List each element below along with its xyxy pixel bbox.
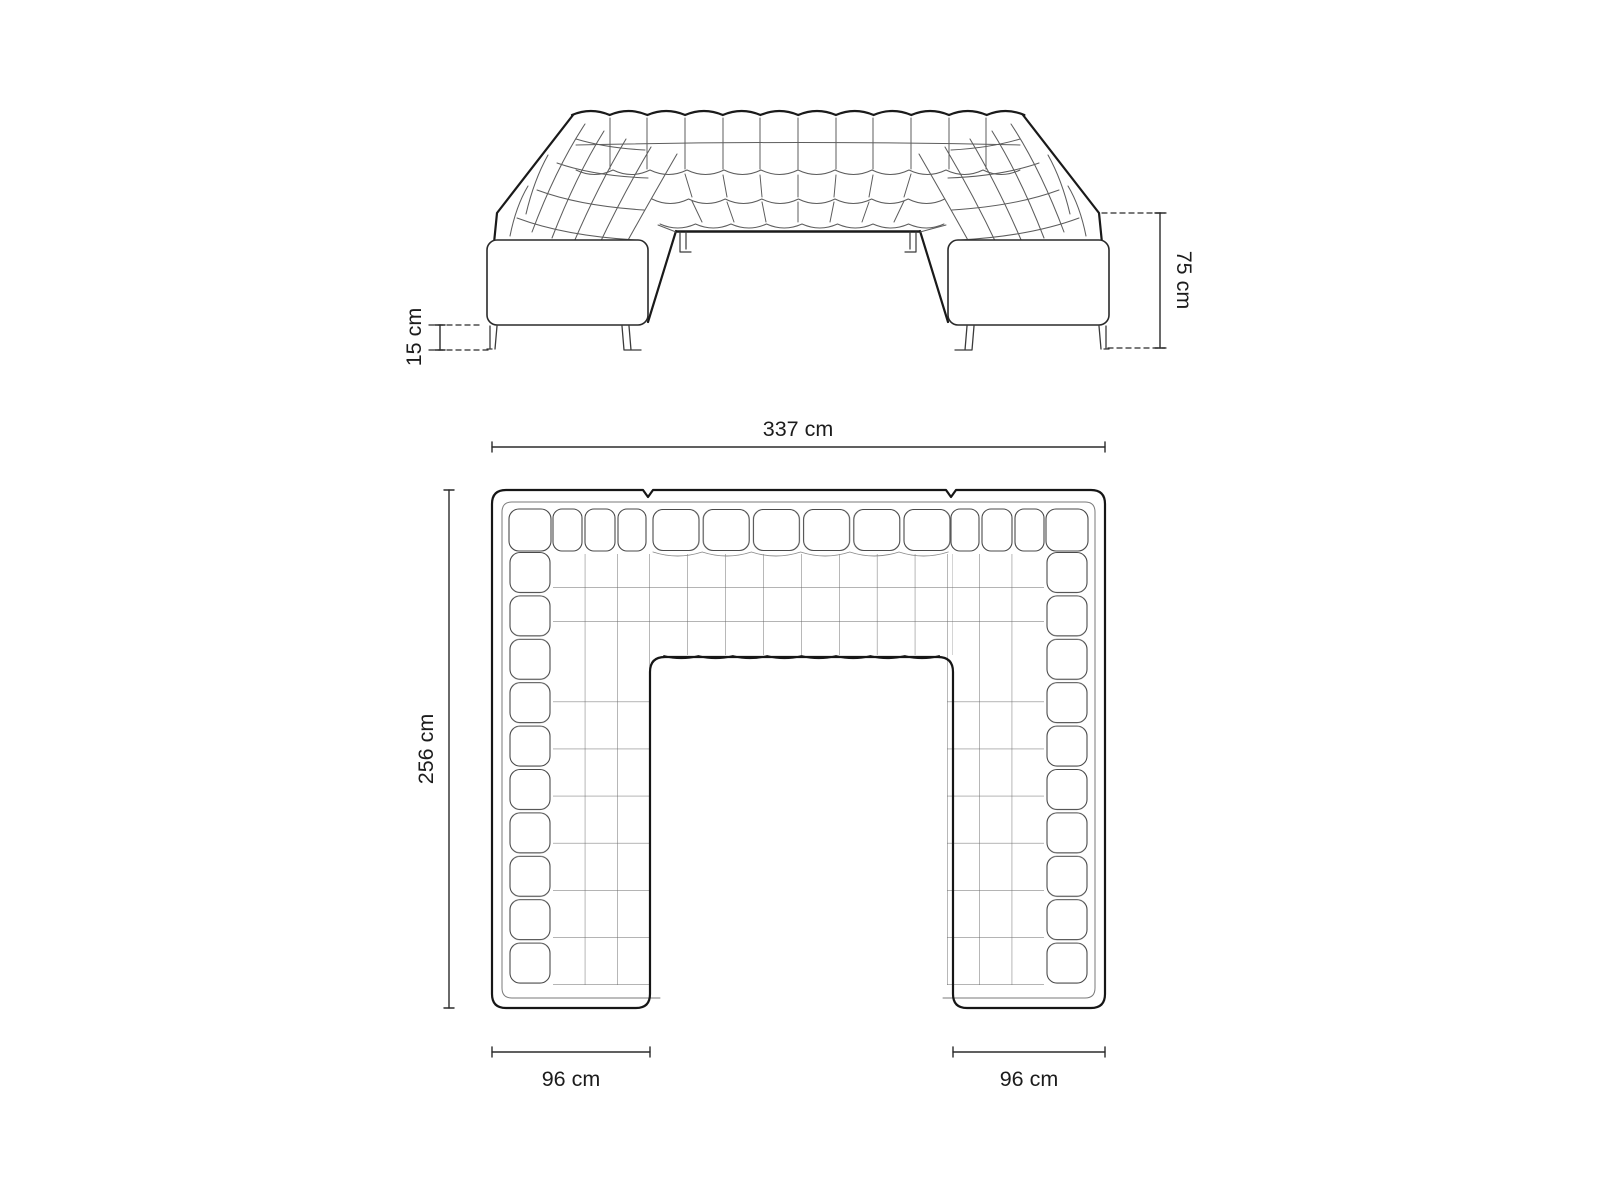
front-elevation-view: [402, 111, 1196, 366]
back-cushion-row: [651, 509, 952, 552]
dimension-left-arm-width: [492, 1047, 650, 1057]
sofa-side-section: [487, 115, 677, 350]
dimension-total-width: [492, 442, 1105, 452]
total-width-label: 337 cm: [762, 417, 834, 441]
backrest-tufting: [576, 118, 1020, 175]
wing-tufting: [510, 124, 677, 251]
extension-dashed-line: [1102, 213, 1166, 348]
plan-top-view: [414, 417, 1105, 1091]
arm-back-cushion-column: [509, 551, 551, 984]
plan-arm-section-right: [947, 509, 1088, 985]
leg-height-label: 15 cm: [402, 307, 426, 367]
right-arm-width-label: 96 cm: [999, 1067, 1059, 1091]
dimension-total-height: [1102, 213, 1166, 348]
sofa-side-section-right: [919, 115, 1109, 350]
seat-tufting: [652, 174, 946, 232]
left-arm-width-label: 96 cm: [541, 1067, 601, 1091]
dimension-leg-height: [429, 325, 492, 350]
corner-seat-grid: [553, 554, 650, 655]
sofa-leg: [487, 326, 641, 350]
arm-seat-grid: [553, 655, 650, 985]
middle-legs: [680, 232, 916, 252]
total-depth-label: 256 cm: [414, 713, 438, 785]
extension-dashed-line: [429, 325, 492, 350]
dimension-total-depth: [444, 490, 454, 1008]
back-seat-grid: [650, 554, 953, 655]
arm-front-panel: [487, 240, 648, 325]
corner-back-cushions: [509, 509, 646, 551]
plan-arm-section: [509, 509, 650, 985]
total-height-label: 75 cm: [1172, 250, 1196, 310]
sofa-inner-edge: [648, 231, 676, 322]
sofa-top-edge: [572, 111, 1024, 115]
dimension-right-arm-width: [953, 1047, 1105, 1057]
